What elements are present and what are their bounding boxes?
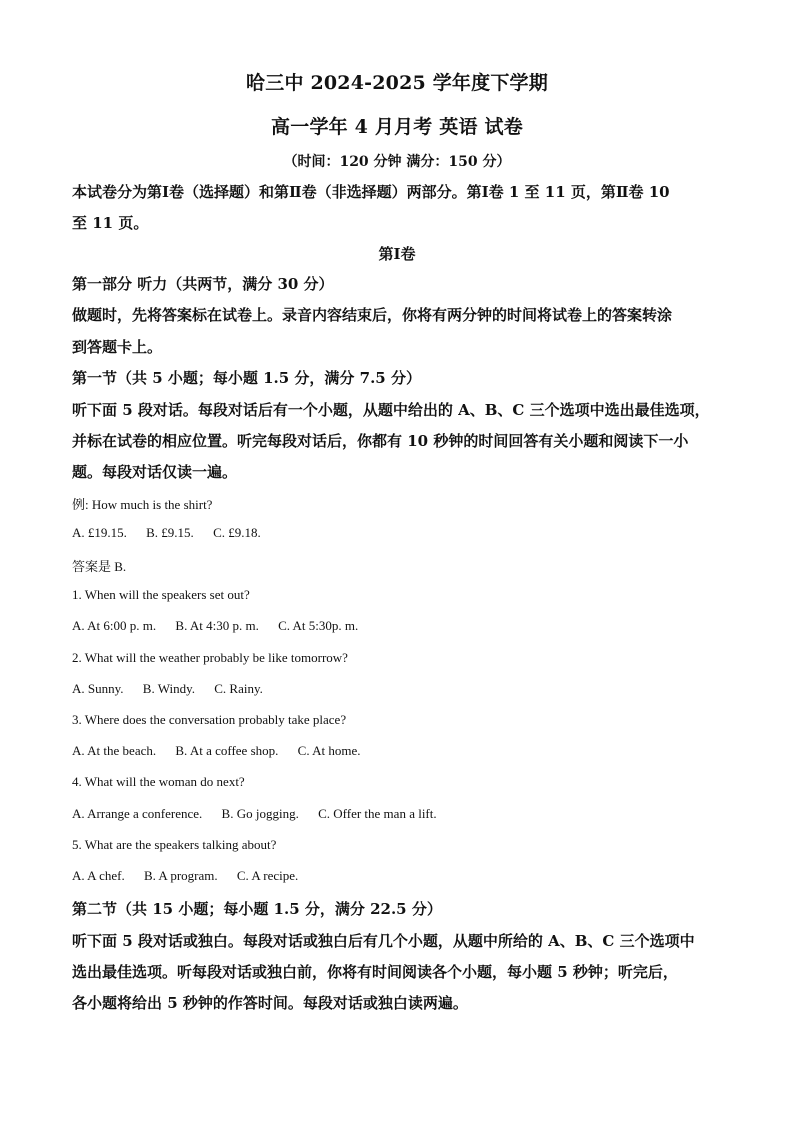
option-c: C. A recipe. bbox=[236, 868, 299, 883]
volume-title: 第Ⅰ卷 bbox=[378, 245, 416, 263]
example-options bbox=[72, 525, 722, 541]
option-b: B. A program. bbox=[143, 868, 218, 883]
section2-heading: 第二节（共 15 小题；每小题 1.5 分，满分 22.5 分） bbox=[72, 900, 442, 918]
section1-instruction-line-3: 题。每段对话仅读一遍。 bbox=[72, 463, 238, 481]
exam-time-info: （时间：120 分钟 满分：150 分） bbox=[283, 154, 511, 170]
option-b: B. At a coffee shop. bbox=[175, 743, 279, 758]
section1-instruction-line-2: 并标在试卷的相应位置。听完每段对话后，你都有 10 秒钟的时间回答有关小题和阅读下一小 bbox=[72, 432, 689, 450]
option-a: A. At 6:00 p. m. bbox=[72, 618, 157, 633]
option-c: C. Offer the man a lift. bbox=[318, 806, 437, 821]
part1-instruction-line-1: 做题时，先将答案标在试卷上。录音内容结束后，你将有两分钟的时间将试卷上的答案转涂 bbox=[72, 306, 673, 324]
exam-title-line-2: 高一学年 4 月月考 英语 试卷 bbox=[271, 116, 523, 138]
option-c: C. At home. bbox=[297, 743, 361, 758]
section1-heading: 第一节（共 5 小题；每小题 1.5 分，满分 7.5 分） bbox=[72, 369, 421, 387]
option-c: C. £9.18. bbox=[213, 525, 261, 540]
option-a: A. At the beach. bbox=[72, 743, 157, 758]
question-4-options bbox=[72, 806, 722, 822]
question-5: 5. What are the speakers talking about? bbox=[72, 837, 277, 852]
example-answer: 答案是 B. bbox=[72, 559, 127, 574]
exam-title-line-1: 哈三中 2024-2025 学年度下学期 bbox=[246, 72, 548, 94]
section2-instruction-line-1: 听下面 5 段对话或独白。每段对话或独白后有几个小题，从题中所给的 A、B、C 三个选项中 bbox=[72, 932, 695, 950]
part1-heading: 第一部分 听力（共两节，满分 30 分） bbox=[72, 275, 334, 293]
part1-instruction-line-2: 到答题卡上。 bbox=[72, 338, 163, 356]
question-1: 1. When will the speakers set out? bbox=[72, 587, 250, 602]
question-2: 2. What will the weather probably be like tomorrow? bbox=[72, 650, 348, 665]
question-1-options bbox=[72, 618, 722, 634]
question-5-options bbox=[72, 868, 722, 884]
section2-instruction-line-2: 选出最佳选项。听每段对话或独白前，你将有时间阅读各个小题，每小题 5 秒钟；听完后， bbox=[72, 963, 678, 981]
option-a: A. Arrange a conference. bbox=[72, 806, 203, 821]
question-4: 4. What will the woman do next? bbox=[72, 774, 245, 789]
option-c: C. At 5:30p. m. bbox=[278, 618, 359, 633]
intro-text-line-1: 本试卷分为第Ⅰ卷（选择题）和第Ⅱ卷（非选择题）两部分。第Ⅰ卷 1 至 11 页，第Ⅱ卷 10 bbox=[72, 183, 670, 201]
option-b: B. Go jogging. bbox=[221, 806, 299, 821]
section2-instruction-line-3: 各小题将给出 5 秒钟的作答时间。每段对话或独白读两遍。 bbox=[72, 994, 468, 1012]
option-c: C. Rainy. bbox=[214, 681, 263, 696]
option-b: B. £9.15. bbox=[146, 525, 194, 540]
intro-text-line-2: 至 11 页。 bbox=[72, 214, 149, 232]
option-a: A. A chef. bbox=[72, 868, 125, 883]
option-a: A. £19.15. bbox=[72, 525, 127, 540]
option-b: B. At 4:30 p. m. bbox=[175, 618, 259, 633]
question-2-options bbox=[72, 681, 722, 697]
section1-instruction-line-1: 听下面 5 段对话。每段对话后有一个小题，从题中给出的 A、B、C 三个选项中选出最佳选项， bbox=[72, 401, 710, 419]
question-3-options bbox=[72, 743, 722, 759]
example-question: 例: How much is the shirt? bbox=[72, 497, 213, 512]
option-b: B. Windy. bbox=[142, 681, 195, 696]
option-a: A. Sunny. bbox=[72, 681, 124, 696]
question-3: 3. Where does the conversation probably take place? bbox=[72, 712, 347, 727]
